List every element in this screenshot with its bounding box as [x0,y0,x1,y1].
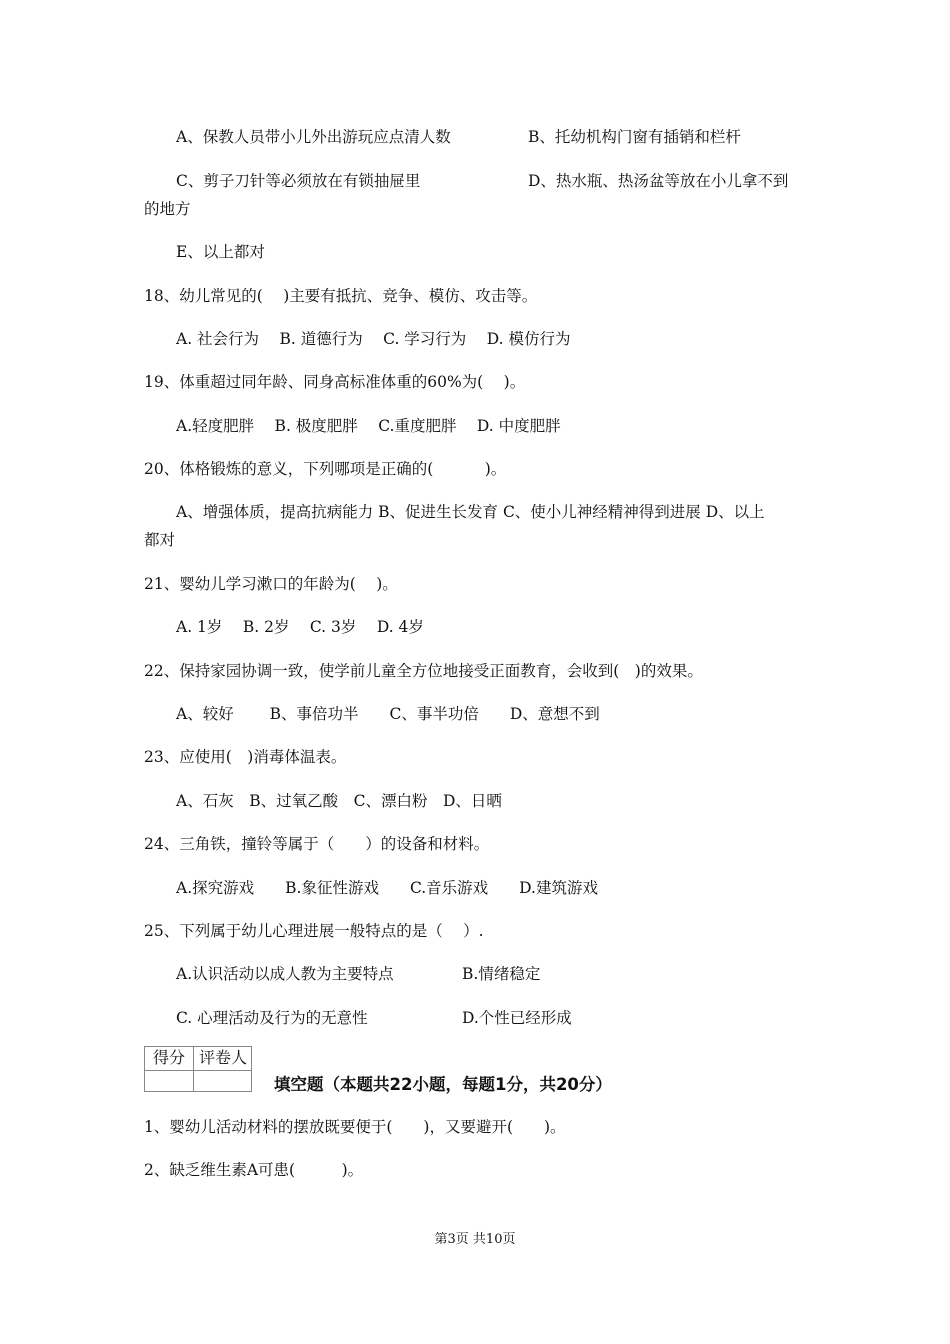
options-22: A、较好 B、事倍功半 C、事半功倍 D、意想不到 [176,705,600,723]
option-25b: B.情绪稳定 [462,965,541,983]
question-22: 22、保持家园协调一致，使学前儿童全方位地接受正面教育，会收到( )的效果。 [144,662,703,680]
options-23: A、石灰 B、过氧乙酸 C、漂白粉 D、日晒 [176,792,502,810]
score-table [144,1046,252,1092]
fill-question-2: 2、缺乏维生素A可患( )。 [144,1161,364,1179]
fill-question-1: 1、婴幼儿活动材料的摆放既要便于( )，又要避开( )。 [144,1118,566,1136]
options-20-cont: 都对 [144,531,176,549]
reviewer-label: 评卷人 [194,1047,252,1071]
option-17a: A、保教人员带小儿外出游玩应点清人数 [176,128,451,146]
question-20: 20、体格锻炼的意义，下列哪项是正确的( )。 [144,460,507,478]
options-18: A. 社会行为 B. 道德行为 C. 学习行为 D. 模仿行为 [176,330,571,348]
option-17b: B、托幼机构门窗有插销和栏杆 [528,128,741,146]
options-24: A.探究游戏 B.象征性游戏 C.音乐游戏 D.建筑游戏 [176,879,598,897]
reviewer-value-cell[interactable] [194,1071,252,1092]
option-17e: E、以上都对 [176,243,265,261]
option-17d-cont: 的地方 [144,200,191,218]
question-25: 25、下列属于幼儿心理进展一般特点的是（ ）. [144,922,484,940]
option-25a: A.认识活动以成人教为主要特点 [176,965,394,983]
question-24: 24、三角铁，撞铃等属于（ ）的设备和材料。 [144,835,490,853]
section-title: 填空题（本题共22小题，每题1分，共20分） [274,1075,612,1094]
options-19: A.轻度肥胖 B. 极度肥胖 C.重度肥胖 D. 中度肥胖 [176,417,561,435]
score-value-cell[interactable] [145,1071,194,1092]
option-25c: C. 心理活动及行为的无意性 [176,1009,368,1027]
option-25d: D.个性已经形成 [462,1009,572,1027]
question-19: 19、体重超过同年龄、同身高标准体重的60%为( )。 [144,373,526,391]
score-label: 得分 [145,1047,194,1071]
question-21: 21、婴幼儿学习漱口的年龄为( )。 [144,575,398,593]
page-footer: 第3页 共10页 [434,1232,516,1247]
option-17c: C、剪子刀针等必须放在有锁抽屉里 [176,172,421,190]
question-23: 23、应使用( )消毒体温表。 [144,748,347,766]
options-21: A. 1岁 B. 2岁 C. 3岁 D. 4岁 [176,618,424,636]
question-18: 18、幼儿常见的( )主要有抵抗、竞争、模仿、攻击等。 [144,287,538,305]
option-17d: D、热水瓶、热汤盆等放在小儿拿不到 [528,172,789,190]
options-20: A、增强体质，提高抗病能力 B、促进生长发育 C、使小儿神经精神得到进展 D、以上 [176,503,765,521]
